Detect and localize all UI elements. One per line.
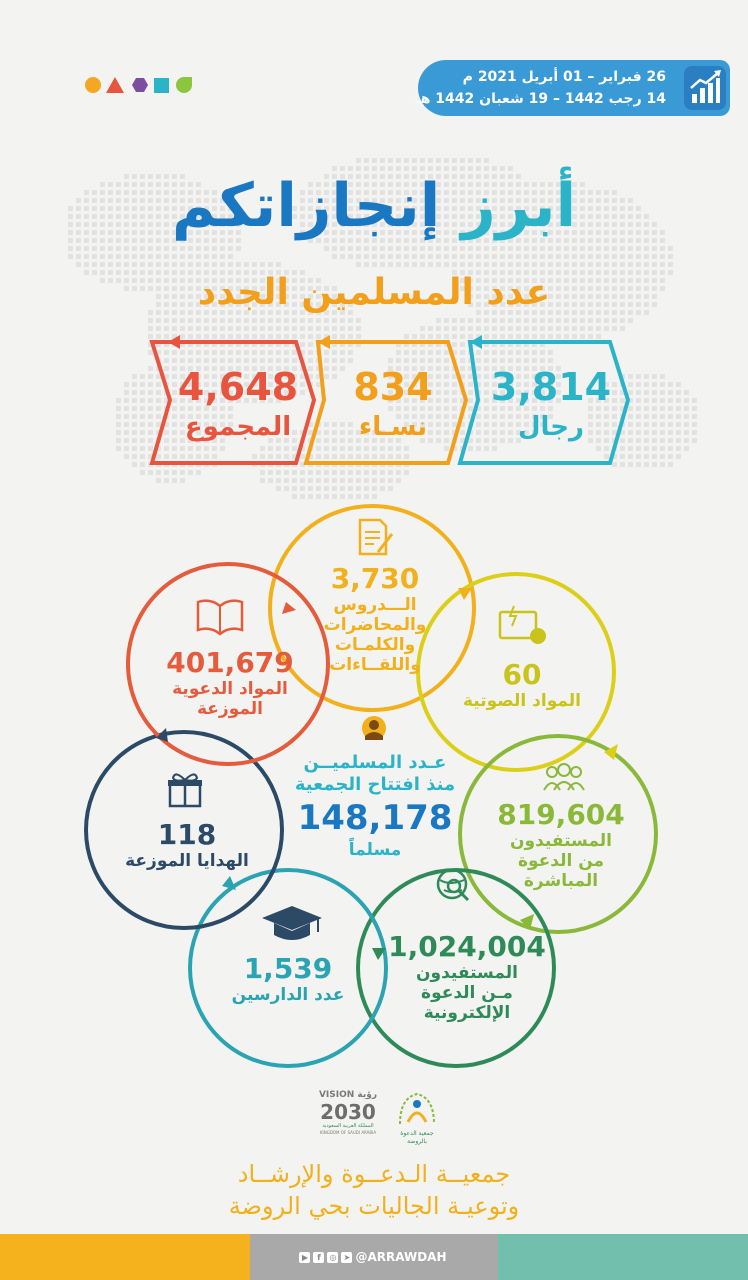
graduation-cap-icon [262, 906, 322, 940]
gifts-value: 118 [157, 818, 217, 851]
globe-search-icon [438, 870, 468, 900]
teal-square-shape [154, 78, 169, 93]
vision-2030-logo [308, 1090, 388, 1140]
electronic-label: المستفيدون مـن الدعوة الإلكترونية [416, 963, 518, 1023]
petal-students [218, 952, 358, 1005]
green-leaf-shape [176, 77, 192, 93]
document-pen-icon [360, 520, 392, 554]
men-stat [486, 364, 616, 444]
electronic-value: 1,024,004 [388, 930, 546, 963]
red-triangle-shape [106, 77, 124, 93]
subtitle-new-muslims: عدد المسلمين الجدد [197, 272, 551, 313]
youtube-icon[interactable]: ▶ [299, 1252, 310, 1263]
vision-kingdom-en: KINGDOM OF SAUDI ARABIA [319, 1130, 377, 1135]
person-icon [362, 716, 386, 740]
vision-ar: رؤية [357, 1090, 378, 1100]
women-label: نسـاء [358, 412, 428, 442]
total-value: 4,648 [177, 365, 299, 409]
audio-device-icon [500, 606, 546, 644]
vision-word: VISION [318, 1090, 355, 1100]
gift-icon [168, 774, 202, 806]
facebook-icon[interactable]: f [313, 1252, 324, 1263]
total-label: المجموع [184, 412, 292, 442]
lessons-label: الـــدروس والمحاضرات والكلمـات واللقــاءات [323, 595, 427, 675]
petal-electronic [382, 930, 552, 1023]
materials-label: المواد الدعوية الموزعة [172, 679, 288, 719]
date-hijri: 14 رجب 1442 – 19 شعبان 1442 هـ [415, 91, 666, 107]
materials-value: 401,679 [166, 646, 294, 679]
organization-logo [392, 1088, 442, 1145]
title-part-1: أبرز [461, 171, 577, 241]
center-total [290, 752, 460, 860]
audio-label: المواد الصوتية [463, 691, 581, 711]
org-logo-text: جمعية الدعوة بالروضة [400, 1130, 434, 1145]
direct-label: المستفيدون من الدعوة المباشرة [510, 831, 612, 891]
center-unit: مسلماً [348, 840, 402, 860]
open-book-icon [198, 601, 242, 634]
telegram-icon[interactable]: ➤ [341, 1252, 352, 1263]
women-stat [328, 364, 458, 444]
growth-chart-icon [684, 66, 726, 110]
social-handle [278, 1246, 468, 1268]
students-label: عدد الدارسين [231, 985, 345, 1005]
dome-icon [394, 1088, 440, 1126]
petal-direct [486, 798, 636, 891]
org-line-2: وتوعيـة الجاليات بحي الروضة [228, 1192, 520, 1220]
gifts-label: الهدايا الموزعة [125, 851, 249, 871]
lessons-value: 3,730 [330, 562, 420, 595]
brand-shapes [84, 75, 204, 95]
vision-year: 2030 [320, 1100, 376, 1124]
total-stat [168, 364, 308, 444]
purple-hexagon-shape [132, 78, 148, 92]
main-title [0, 168, 748, 244]
audio-value: 60 [502, 658, 542, 691]
footer-organization-name [0, 1158, 748, 1222]
title-part-2: إنجازاتكم [171, 171, 441, 241]
men-label: رجال [517, 412, 585, 442]
orange-circle-shape [85, 77, 101, 93]
date-gregorian: 26 فبراير – 01 أبريل 2021 م [462, 69, 666, 85]
vision-kingdom-ar: المملكة العربية السعودية [322, 1123, 374, 1129]
org-line-1: جمعيــة الـدعــوة والإرشــاد [237, 1160, 511, 1188]
petal-lessons [300, 562, 450, 675]
petal-gifts [112, 818, 262, 871]
footer-bar-yellow [0, 1234, 250, 1280]
women-value: 834 [353, 365, 433, 409]
petal-audio [462, 658, 582, 711]
handle-text[interactable]: @ARRAWDAH [355, 1250, 447, 1264]
instagram-icon[interactable]: ◎ [327, 1252, 338, 1263]
center-label: عـدد المسلميــن منذ افتتاح الجمعية [294, 752, 456, 795]
petal-materials [150, 646, 310, 719]
students-value: 1,539 [243, 952, 333, 985]
men-value: 3,814 [490, 365, 612, 409]
footer-bar-teal [498, 1234, 748, 1280]
people-icon [544, 764, 584, 790]
direct-value: 819,604 [497, 798, 625, 831]
center-value: 148,178 [297, 798, 453, 838]
